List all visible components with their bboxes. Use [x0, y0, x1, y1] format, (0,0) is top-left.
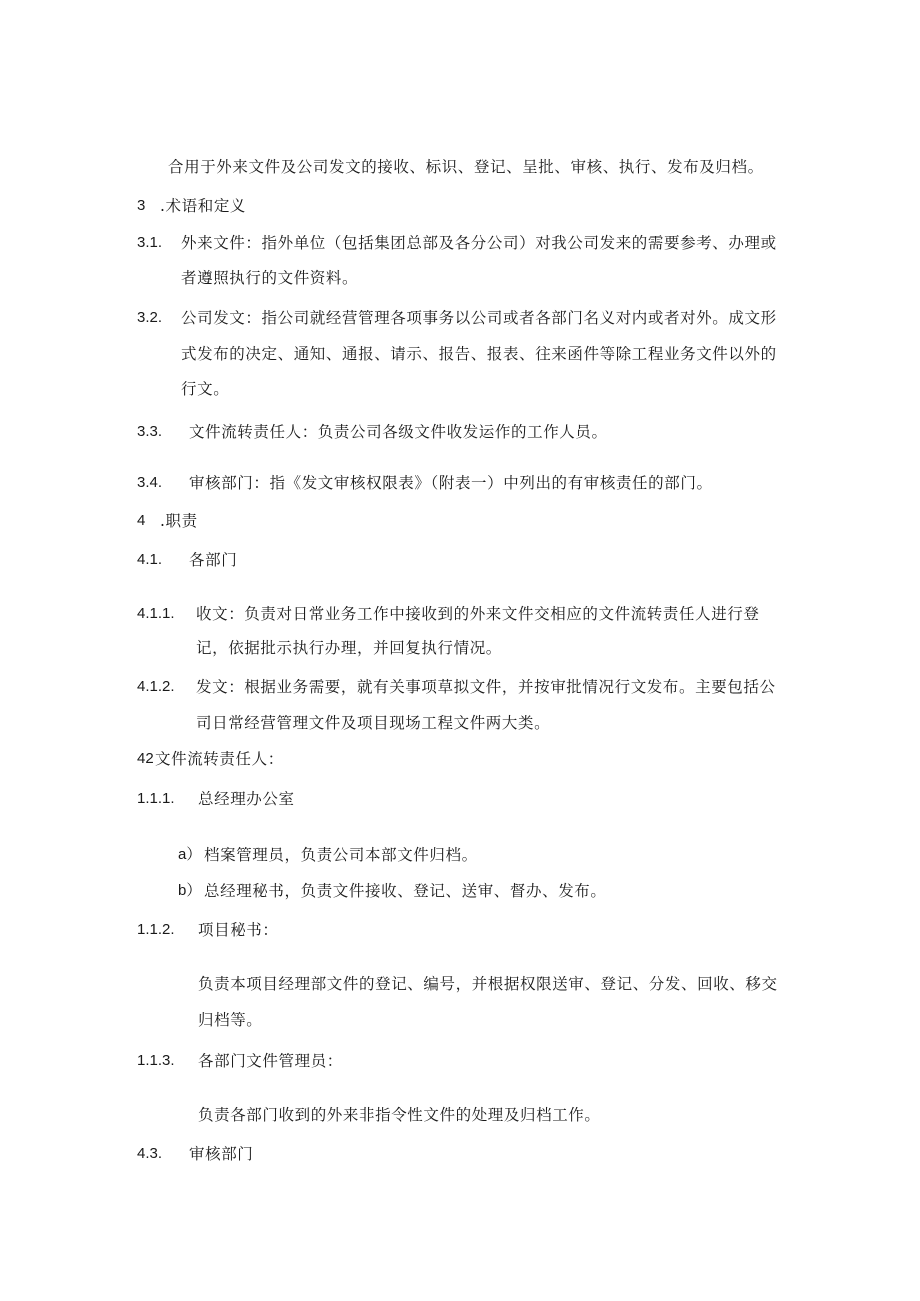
item-b-text: 总经理秘书，负责文件接收、登记、送审、督办、发布。	[204, 882, 607, 900]
item-4-1-number: 4.1.	[137, 551, 163, 568]
section-4-heading: .职责	[160, 512, 198, 530]
item-4-2-number: 42	[137, 750, 154, 767]
item-3-2-number: 3.2.	[137, 309, 163, 326]
item-4-1-1-text: 收文：负责对日常业务工作中接收到的外来文件交相应的文件流转责任人进行登	[196, 605, 760, 623]
item-1-1-3-body: 负责各部门收到的外来非指令性文件的处理及归档工作。	[198, 1106, 601, 1124]
item-a-marker: a）	[178, 846, 202, 863]
item-1-1-1-text: 总经理办公室	[198, 790, 295, 808]
item-4-1-1-text-cont: 记，依据批示执行办理，并回复执行情况。	[196, 639, 502, 657]
item-1-1-3-number: 1.1.3.	[137, 1052, 175, 1069]
item-3-2-text: 公司发文：指公司就经营管理各项事务以公司或者各部门名义对内或者对外。成文形	[181, 309, 777, 327]
item-3-1-number: 3.1.	[137, 234, 163, 251]
section-3-heading: .术语和定义	[160, 197, 247, 215]
item-4-2-text: 文件流转责任人：	[155, 750, 284, 768]
item-1-1-1-number: 1.1.1.	[137, 790, 175, 807]
item-1-1-2-body-cont: 归档等。	[198, 1011, 263, 1029]
item-1-1-3-text: 各部门文件管理员：	[198, 1052, 343, 1070]
item-a-text: 档案管理员，负责公司本部文件归档。	[204, 846, 478, 864]
item-3-2-text-cont-1: 式发布的决定、通知、通报、请示、报告、报表、往来函件等除工程业务文件以外的	[181, 345, 777, 363]
item-3-2-text-cont-2: 行文。	[181, 380, 230, 398]
item-3-3-text: 文件流转责任人：负责公司各级文件收发运作的工作人员。	[189, 423, 608, 441]
item-b-marker: b）	[178, 882, 202, 899]
item-4-1-2-number: 4.1.2.	[137, 678, 175, 695]
item-3-1-text: 外来文件：指外单位（包括集团总部及各分公司）对我公司发来的需要参考、办理或	[181, 234, 777, 252]
item-4-3-text: 审核部门	[189, 1145, 254, 1163]
item-3-3-number: 3.3.	[137, 423, 163, 440]
item-1-1-2-body: 负责本项目经理部文件的登记、编号，并根据权限送审、登记、分发、回收、移交	[198, 975, 778, 993]
item-4-1-2-text: 发文：根据业务需要，就有关事项草拟文件，并按审批情况行文发布。主要包括公	[196, 678, 776, 696]
item-4-3-number: 4.3.	[137, 1145, 163, 1162]
item-1-1-2-text: 项目秘书：	[198, 921, 279, 939]
section-4-number: 4	[137, 512, 146, 529]
item-4-1-text: 各部门	[189, 551, 238, 569]
item-4-1-2-text-cont: 司日常经营管理文件及项目现场工程文件两大类。	[196, 714, 551, 732]
item-3-4-text: 审核部门：指《发文审核权限表》（附表一）中列出的有审核责任的部门。	[189, 474, 713, 492]
section-3-number: 3	[137, 197, 146, 214]
scope-text: 合用于外来文件及公司发文的接收、标识、登记、呈批、审核、执行、发布及归档。	[168, 158, 764, 176]
item-1-1-2-number: 1.1.2.	[137, 921, 175, 938]
item-3-1-text-cont: 者遵照执行的文件资料。	[181, 269, 359, 287]
item-4-1-1-number: 4.1.1.	[137, 605, 175, 622]
item-3-4-number: 3.4.	[137, 474, 163, 491]
